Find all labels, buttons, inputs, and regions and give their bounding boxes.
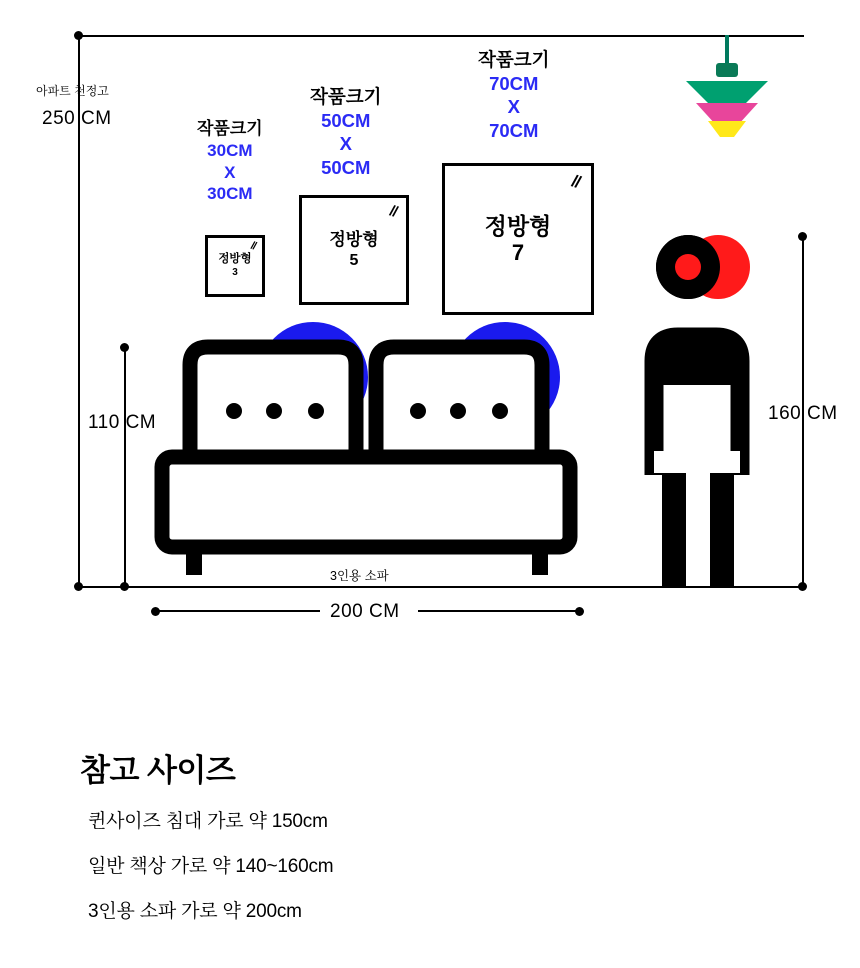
artwork-frame-50-label: 정방형 5 xyxy=(329,230,379,269)
artwork-callout-30 xyxy=(197,118,263,205)
sofa-width-dot-left xyxy=(151,607,160,616)
reference-title: 참고 사이즈 xyxy=(80,753,236,788)
artwork-callout-50-width: 50CM xyxy=(321,109,371,131)
artwork-frame-30-slash: // xyxy=(249,239,257,253)
artwork-frame-70[interactable] xyxy=(442,163,594,315)
artwork-frame-50-slash: // xyxy=(387,202,399,221)
reference-line-1: 퀸사이즈 침대 가로 약 150cm xyxy=(88,811,328,832)
person-height-dot-top xyxy=(798,232,807,241)
artwork-callout-70 xyxy=(478,48,549,143)
sofa-caption: 3인용 소파 xyxy=(330,569,389,583)
wall-height-label: 110 CM xyxy=(88,412,157,433)
sofa-width-dimension-line-right xyxy=(418,610,580,612)
artwork-callout-70-title: 작품크기 xyxy=(478,49,550,70)
artwork-frame-30[interactable] xyxy=(205,235,265,297)
artwork-callout-30-width: 30CM xyxy=(207,140,253,160)
artwork-callout-70-width: 70CM xyxy=(489,72,539,94)
artwork-frame-70-slash: // xyxy=(568,171,582,192)
artwork-callout-30-height: 30CM xyxy=(207,184,253,204)
ceiling-label-small: 아파트 천정고 xyxy=(36,84,109,98)
wall-height-dot-top xyxy=(120,343,129,352)
artwork-callout-50-x: X xyxy=(339,133,352,155)
reference-line-3: 3인용 소파 가로 약 200cm xyxy=(88,901,302,922)
artwork-frame-70-label: 정방형 7 xyxy=(484,212,552,265)
reference-line-2: 일반 책상 가로 약 140~160cm xyxy=(88,856,334,877)
sofa-width-dimension-line-left xyxy=(155,610,320,612)
person-figure xyxy=(640,225,770,587)
artwork-frame-30-label: 정방형 3 xyxy=(218,252,252,278)
wall-height-dimension-line xyxy=(124,347,126,587)
artwork-callout-30-title: 작품크기 xyxy=(197,119,263,138)
artwork-callout-50 xyxy=(310,85,381,180)
ceiling-height-label: 250 CM xyxy=(42,108,112,129)
sofa-width-label: 200 CM xyxy=(330,601,400,622)
sofa-width-dot-right xyxy=(575,607,584,616)
artwork-callout-50-title: 작품크기 xyxy=(310,86,382,107)
person-height-label: 160 CM xyxy=(768,403,838,424)
artwork-callout-30-x: X xyxy=(224,162,236,182)
sofa-illustration xyxy=(150,335,590,590)
artwork-callout-50-height: 50CM xyxy=(321,157,371,179)
artwork-callout-70-height: 70CM xyxy=(489,120,539,142)
artwork-frame-50[interactable] xyxy=(299,195,409,305)
pendant-lamp xyxy=(672,35,782,150)
artwork-callout-70-x: X xyxy=(507,96,520,118)
